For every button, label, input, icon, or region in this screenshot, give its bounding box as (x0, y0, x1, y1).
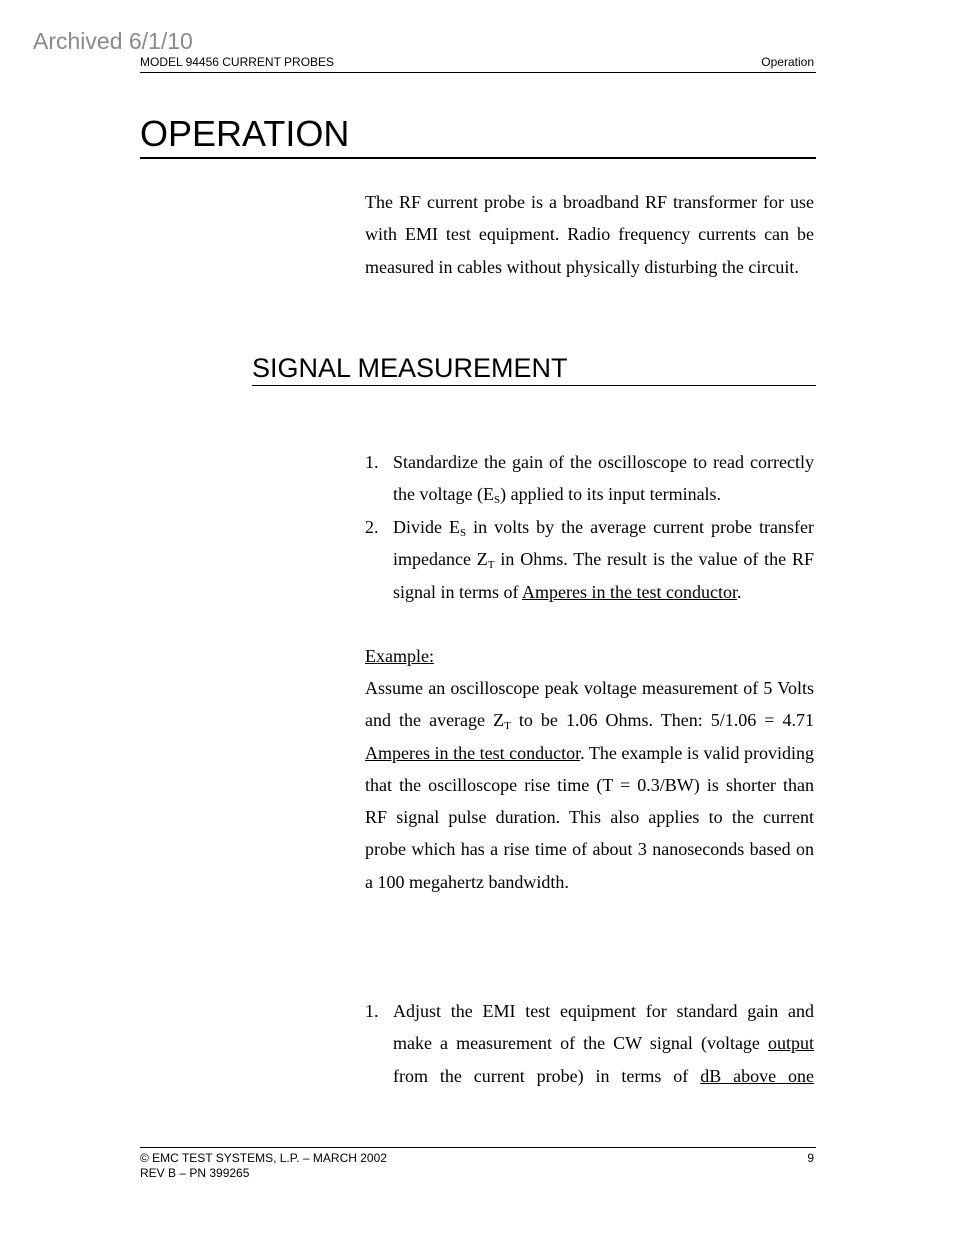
underlined-term: Amperes in the test conductor (365, 742, 581, 763)
example-label: Example: (365, 646, 434, 666)
header-section-name: Operation (761, 55, 814, 69)
list-item-text: Divide $E_S$ in volts by the average current probe transfer impedance $Z_T$ in Ohms. The result is the value of the RF signal in terms of Amperes in the test conductor. (393, 517, 814, 602)
underlined-term: output (767, 1033, 814, 1054)
list-item-text: Standardize the gain of the oscilloscope to read correctly the voltage $(E_S)$ applied to its input terminals. (393, 452, 814, 507)
list-item (365, 995, 814, 1092)
footer-revision: REV B – PN 399265 (140, 1166, 250, 1180)
underlined-term: Amperes in the test conductor (522, 581, 737, 602)
chapter-title: OPERATION (140, 113, 816, 159)
page-footer (140, 1147, 816, 1181)
list-item-number: 2. (365, 517, 379, 537)
list-item-number: 1. (365, 1001, 379, 1021)
list-item-number: 1. (365, 452, 379, 472)
page-number: 9 (807, 1151, 814, 1165)
list-item-text: Adjust the EMI test equipment for standard gain and make a measurement of the CW signal (voltage output from the current probe) in terms of dB above one (393, 1001, 814, 1086)
section-heading: SIGNAL MEASUREMENT (252, 352, 816, 386)
footer-copyright: © EMC TEST SYSTEMS, L.P. – MARCH 2002 (140, 1151, 387, 1165)
page-header (140, 55, 816, 73)
archive-watermark: Archived 6/1/10 (33, 28, 193, 54)
header-doc-title: MODEL 94456 CURRENT PROBES (140, 55, 335, 69)
example-paragraph: Assume an oscilloscope peak voltage measurement of 5 Volts and the average $Z_T$ to be 1.06 Ohms. Then: 5/1.06 = 4.71 Amperes in the test conductor. The example is valid providing that the oscilloscope rise time (T = 0.3/BW) is shorter than RF signal pulse duration. This also applies to the current probe which has a rise time of about 3 nanoseconds based on a 100 megahertz bandwidth. (365, 678, 814, 892)
list-item (365, 511, 814, 608)
intro-paragraph: The RF current probe is a broadband RF transformer for use with EMI test equipment. Radio frequency currents can be measured in cables without physically disturbing the circuit. (365, 192, 814, 277)
underlined-term: dB above one (700, 1065, 814, 1086)
list-item (365, 446, 814, 511)
